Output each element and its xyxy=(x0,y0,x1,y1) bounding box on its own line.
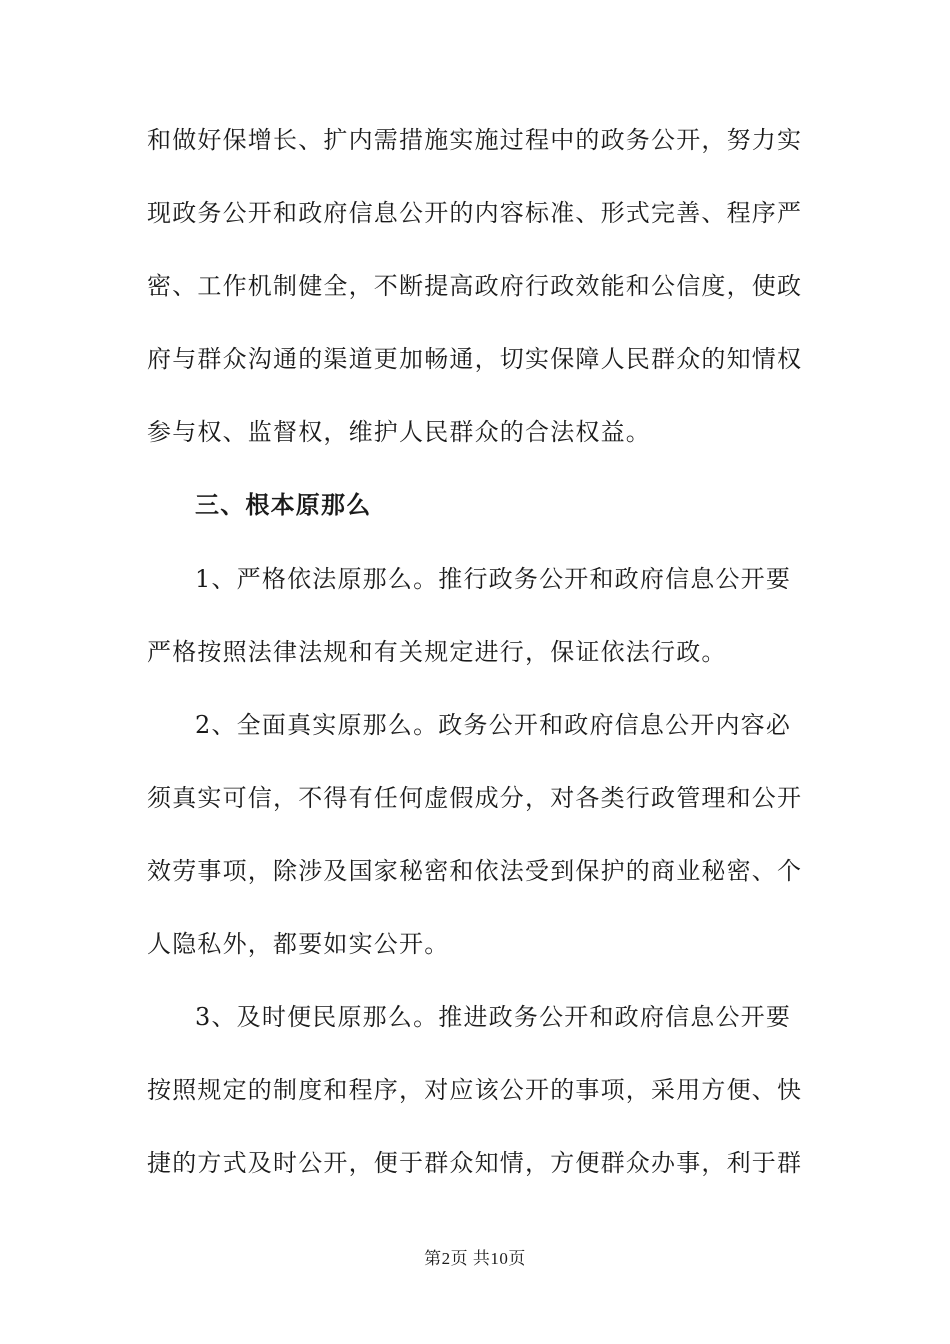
text-line: 按照规定的制度和程序，对应该公开的事项，采用方便、快 xyxy=(147,1076,803,1105)
text-line: 2、全面真实原那么。政务公开和政府信息公开内容必 xyxy=(195,710,792,739)
text-line: 捷的方式及时公开，便于群众知情，方便群众办事，利于群 xyxy=(147,1149,803,1178)
text-line: 府与群众沟通的渠道更加畅通，切实保障人民群众的知情权 xyxy=(147,345,803,374)
section-heading: 三、根本原那么 xyxy=(195,491,372,520)
text-line: 严格按照法律法规和有关规定进行，保证依法行政。 xyxy=(147,637,727,666)
text-line: 和做好保增长、扩内需措施实施过程中的政务公开，努力实 xyxy=(147,126,803,154)
body-text xyxy=(147,128,812,1224)
text-line: 1、严格依法原那么。推行政务公开和政府信息公开要 xyxy=(195,564,792,593)
text-line: 3、及时便民原那么。推进政务公开和政府信息公开要 xyxy=(195,1003,792,1032)
text-line: 密、工作机制健全，不断提高政府行政效能和公信度，使政 xyxy=(147,272,803,301)
text-line: 人隐私外，都要如实公开。 xyxy=(147,930,450,959)
page-footer: 第2页 共10页 xyxy=(424,1249,526,1268)
text-line: 须真实可信，不得有任何虚假成分，对各类行政管理和公开 xyxy=(147,783,803,812)
text-line: 现政务公开和政府信息公开的内容标准、形式完善、程序严 xyxy=(147,199,803,228)
text-line: 效劳事项，除涉及国家秘密和依法受到保护的商业秘密、个 xyxy=(147,856,803,885)
text-line: 参与权、监督权，维护人民群众的合法权益。 xyxy=(147,418,651,447)
